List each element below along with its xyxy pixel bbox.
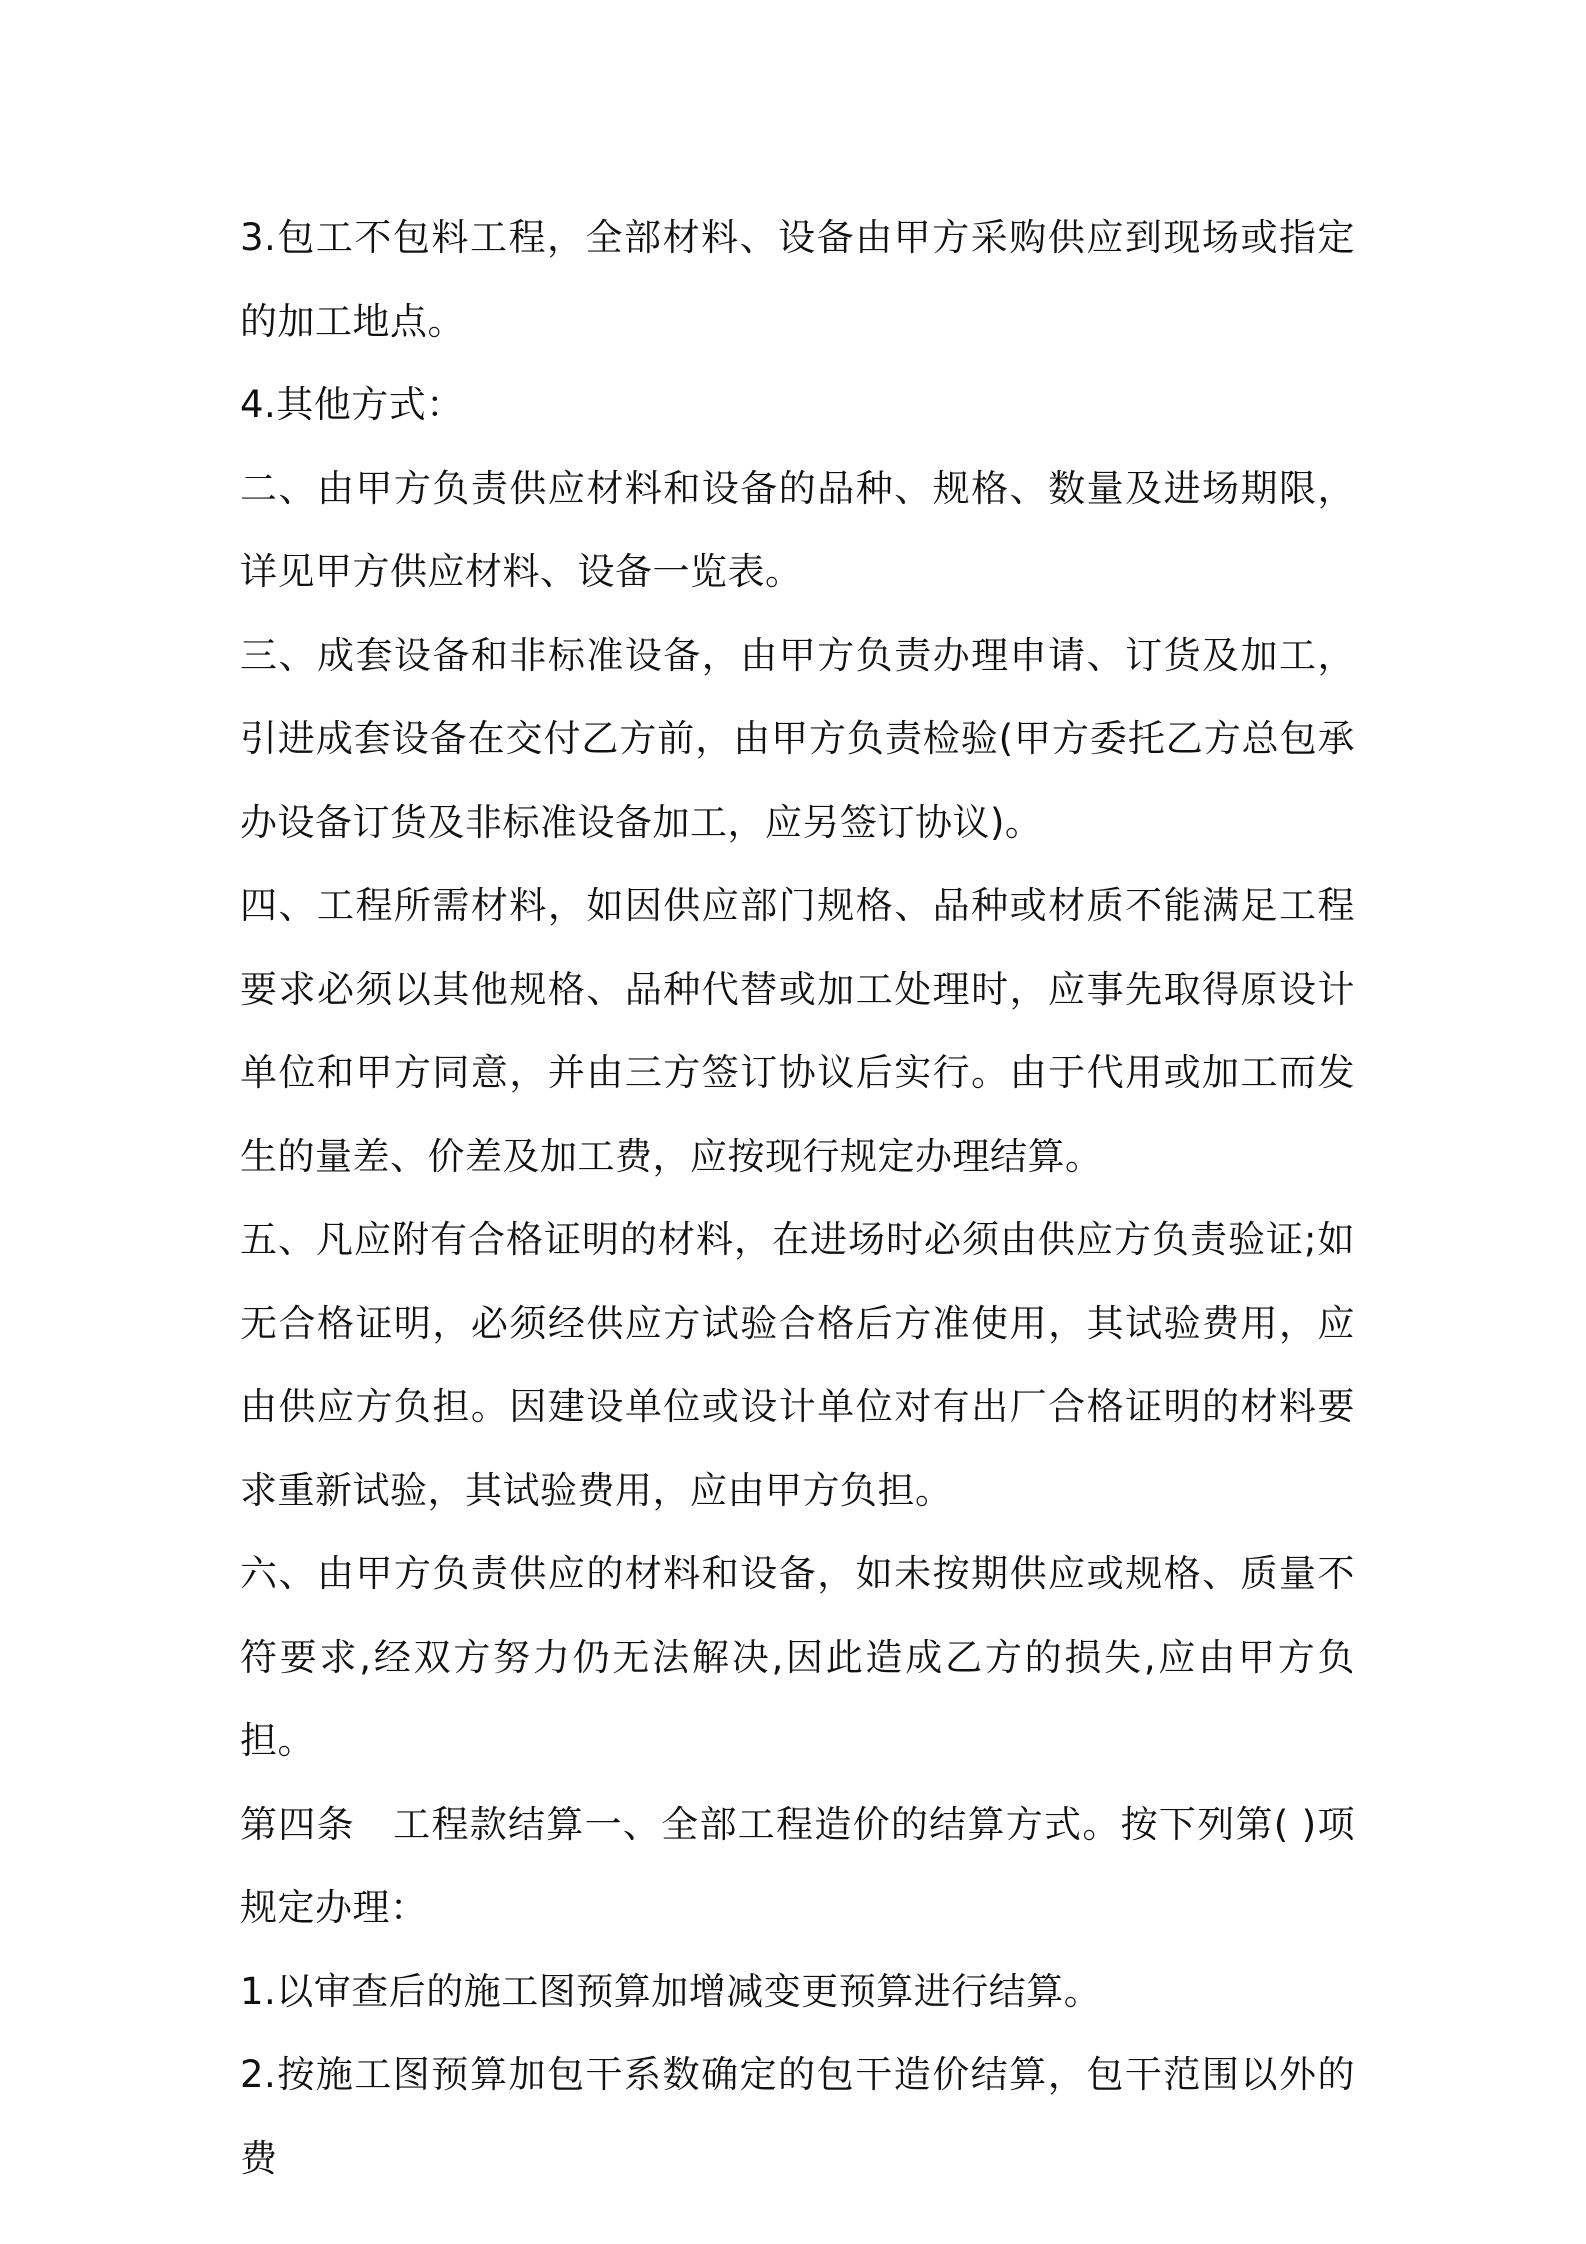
paragraph-section-4: 四、工程所需材料，如因供应部门规格、品种或材质不能满足工程要求必须以其他规格、品种代替或加工处理时，应事先取得原设计单位和甲方同意，并由三方签订协议后实行。由于代用或加工而发生的量差、价差及加工费，应按现行规定办理结算。 (240, 884, 1355, 1178)
document-body (240, 196, 1355, 2200)
paragraph-article-4-item-2: 2.按施工图预算加包干系数确定的包干造价结算，包干范围以外的费 (240, 2053, 1355, 2180)
paragraph-item-4-other: 4.其他方式： (240, 383, 464, 426)
paragraph-item-3-materials: 3.包工不包料工程，全部材料、设备由甲方采购供应到现场或指定的加工地点。 (240, 216, 1355, 343)
paragraph-section-5: 五、凡应附有合格证明的材料，在进场时必须由供应方负责验证;如无合格证明，必须经供应方试验合格后方准使用，其试验费用，应由供应方负担。因建设单位或设计单位对有出厂合格证明的材料要求重新试验，其试验费用，应由甲方负担。 (240, 1218, 1355, 1512)
paragraph-article-4-item-1: 1.以审查后的施工图预算加增减变更预算进行结算。 (240, 1969, 1102, 2013)
paragraph-section-3: 三、成套设备和非标准设备，由甲方负责办理申请、订货及加工，引进成套设备在交付乙方前，由甲方负责检验(甲方委托乙方总包承办设备订货及非标准设备加工，应另签订协议)。 (240, 633, 1355, 844)
paragraph-section-2: 二、由甲方负责供应材料和设备的品种、规格、数量及进场期限，详见甲方供应材料、设备一览表。 (240, 466, 1355, 593)
paragraph-article-4: 第四条 工程款结算一、全部工程造价的结算方式。按下列第( )项规定办理： (240, 1802, 1355, 1929)
paragraph-section-6: 六、由甲方负责供应的材料和设备，如未按期供应或规格、质量不符要求,经双方努力仍无法解决,因此造成乙方的损失,应由甲方负担。 (240, 1552, 1355, 1762)
